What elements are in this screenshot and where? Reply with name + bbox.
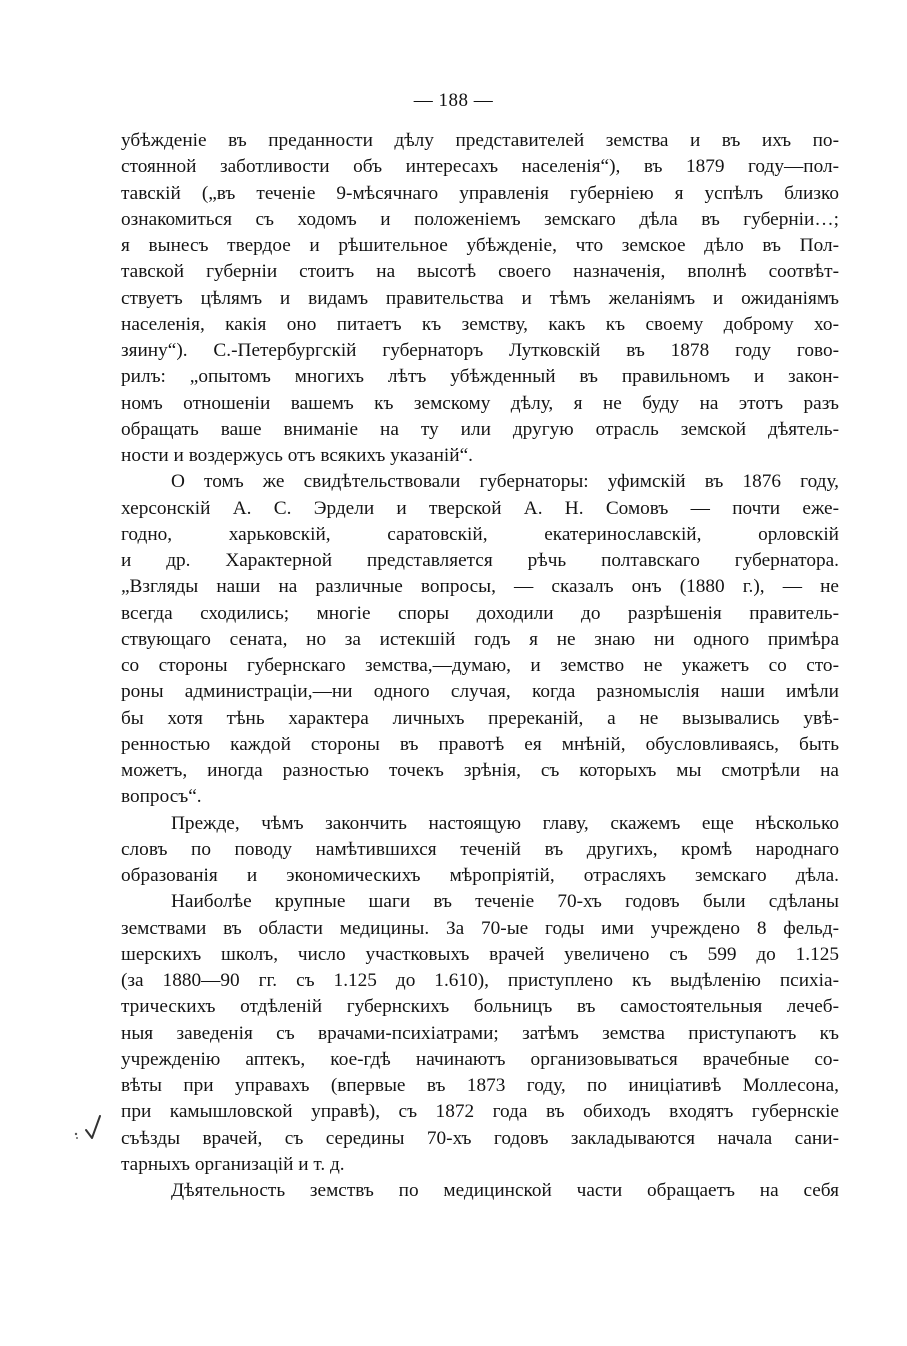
text-line: вопросъ“. [121, 786, 202, 808]
text-line: номъ отношеніи вашемъ къ земскому дѣлу, я не буду на этотъ разъ [121, 392, 839, 414]
text-line: при камышловской управѣ), съ 1872 года въ обиходъ входятъ губернскіе [121, 1101, 839, 1123]
text-line: убѣжденіе въ преданности дѣлу представителей земства и въ ихъ по- [121, 130, 839, 151]
text-line: ренностью каждой стороны въ правотѣ ея мнѣній, обусловливаясь, быть [121, 733, 839, 755]
text-line: (за 1880—90 гг. съ 1.125 до 1.610), приступлено къ выдѣленію психіа- [121, 970, 839, 991]
text-line: „Взгляды наши на различные вопросы, — сказалъ онъ (1880 г.), — не [121, 576, 839, 598]
text-line: ствующаго сената, но за истекшій годъ я не знаю ни одного примѣра [121, 628, 839, 650]
text-line: Наиболѣе крупные шаги въ теченіе 70-хъ годовъ были сдѣланы [171, 891, 839, 913]
text-line: словъ по поводу намѣтившихся теченій въ другихъ, кромѣ народнаго [121, 838, 839, 860]
text-line: О томъ же свидѣтельствовали губернаторы: уфимскій въ 1876 году, [171, 471, 839, 493]
text-line: Дѣятельность земствъ по медицинской части обращаетъ на себя [171, 1180, 839, 1201]
text-line: земствами въ области медицины. За 70-ые годы ими учреждено 8 фельд- [121, 917, 839, 939]
text-line: образованія и экономическихъ мѣропріятій, отрасляхъ земскаго дѣла. [121, 865, 839, 886]
text-line: ности и воздержусь отъ всякихъ указаній“. [121, 445, 473, 466]
text-line: и др. Характерной представляется рѣчь полтавскаго губернатора. [121, 550, 839, 571]
text-line: населенія, какія оно питаетъ къ земству, какъ къ своему доброму хо- [121, 313, 839, 335]
text-line: обращать ваше вниманіе на ту или другую отрасль земской дѣятель- [121, 418, 839, 440]
text-line: тавскій („въ теченіе 9-мѣсячнаго управленія губерніею я успѣлъ близко [121, 182, 839, 204]
text-line: ствуетъ цѣлямъ и видамъ правительства и тѣмъ желаніямъ и ожиданіямъ [121, 287, 839, 309]
page-number: — 188 — [413, 90, 494, 111]
text-line: бы хотя тѣнь характера личныхъ пререканій, а не вызывались увѣ- [121, 707, 839, 729]
text-line: всегда сходились; многіе споры доходили до разрѣшенія правитель- [121, 602, 839, 624]
text-line: трическихъ отдѣленій губернскихъ больницъ въ самостоятельныя лечеб- [121, 996, 839, 1018]
text-line: ныя заведенія съ врачами-психіатрами; затѣмъ земства приступаютъ къ [121, 1022, 839, 1044]
text-line: зяину“). С.-Петербургскій губернаторъ Лутковскій въ 1878 году гово- [121, 340, 839, 361]
text-line: со стороны губернскаго земства,—думаю, и земство не укажетъ со сто- [121, 655, 839, 676]
text-line: я вынесъ твердое и рѣшительное убѣжденіе, что земское дѣло въ Пол- [121, 235, 839, 256]
text-line: годно, харьковскій, саратовскій, екатеринославскій, орловскій [121, 523, 839, 545]
pencil-checkmark-icon [68, 1108, 108, 1148]
text-line: можетъ, иногда разностью точекъ зрѣнія, съ которыхъ мы смотрѣли на [121, 760, 839, 781]
text-line: роны администраціи,—ни одного случая, когда разномыслія наши имѣли [121, 681, 839, 703]
text-line: шерскихъ школъ, число участковыхъ врачей увеличено съ 599 до 1.125 [121, 943, 839, 965]
text-line: тавской губерніи стоитъ на высотѣ своего назначенія, вполнѣ соотвѣт- [121, 261, 839, 283]
text-line: вѣты при управахъ (впервые въ 1873 году, по иниціативѣ Моллесона, [121, 1075, 839, 1096]
text-line: учрежденію аптекъ, кое-гдѣ начинаютъ организовываться врачебные со- [121, 1048, 839, 1070]
body-text [121, 128, 839, 1204]
text-line: Прежде, чѣмъ закончить настоящую главу, скажемъ еще нѣсколько [171, 812, 839, 834]
text-line: рилъ: „опытомъ многихъ лѣтъ убѣжденный въ правильномъ и закон- [121, 366, 839, 388]
text-line: тарныхъ организацій и т. д. [121, 1153, 345, 1175]
text-line: съѣзды врачей, съ середины 70-хъ годовъ закладываются начала сани- [121, 1127, 839, 1149]
text-line: ознакомиться съ ходомъ и положеніемъ земскаго дѣла въ губерніи…; [121, 208, 839, 230]
text-line: херсонскій А. С. Эрдели и тверской А. Н. Сомовъ — почти еже- [121, 497, 839, 519]
text-line: стоянной заботливости объ интересахъ населенія“), въ 1879 году—пол- [121, 156, 839, 178]
